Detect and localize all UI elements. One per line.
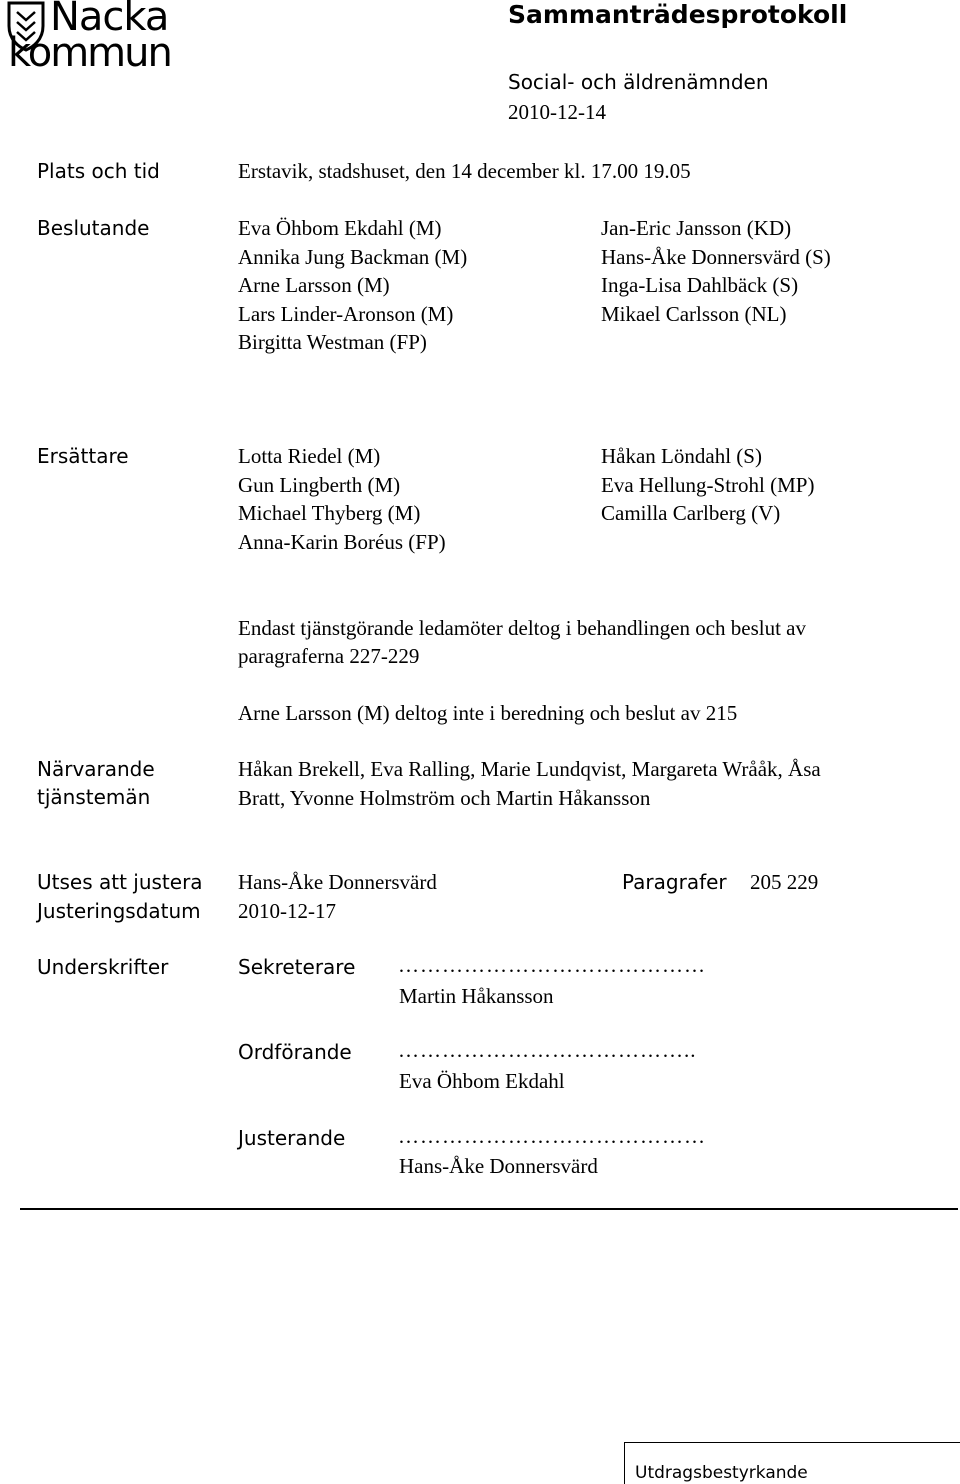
substitutes-label: Ersättare xyxy=(37,444,129,468)
signature-line: …………………………………… xyxy=(398,1124,706,1148)
paragraphs-value: 205 229 xyxy=(750,870,819,894)
adjust-date-label: Justeringsdatum xyxy=(37,899,201,923)
note-line: Endast tjänstgörande ledamöter deltog i behandlingen och beslut av xyxy=(238,616,807,640)
signature-name: Hans-Åke Donnersvärd xyxy=(399,1154,598,1178)
substitute-name: Michael Thyberg (M) xyxy=(238,501,421,525)
substitute-name: Eva Hellung-Strohl (MP) xyxy=(601,472,815,497)
officials-line: Håkan Brekell, Eva Ralling, Marie Lundqvist, Margareta Wrååk, Åsa xyxy=(238,757,821,781)
note-line: paragraferna 227-229 xyxy=(238,644,420,668)
logo-text-top: Nacka xyxy=(50,0,169,40)
signature-line: …………………………………… xyxy=(398,953,706,977)
signature-role: Sekreterare xyxy=(238,955,356,979)
signatures-label: Underskrifter xyxy=(37,955,169,979)
adjust-value: Hans-Åke Donnersvärd xyxy=(238,870,437,894)
signature-line: ………………………………….. xyxy=(398,1038,697,1062)
member-name: Arne Larsson (M) xyxy=(238,273,390,297)
officials-label-line: tjänstemän xyxy=(37,785,151,809)
substitute-name: Håkan Löndahl (S) xyxy=(601,444,762,468)
decision-makers-right xyxy=(601,214,831,328)
committee-name: Social- och äldrenämnden xyxy=(508,70,769,94)
footer-box xyxy=(624,1442,960,1484)
signature-name: Eva Öhbom Ekdahl xyxy=(399,1069,565,1093)
paragraphs-label: Paragrafer xyxy=(622,870,727,894)
substitutes-right xyxy=(601,442,814,528)
signature-name: Martin Håkansson xyxy=(399,984,554,1008)
officials-label-line: Närvarande xyxy=(37,757,155,781)
logo xyxy=(6,0,171,76)
member-name: Hans-Åke Donnersvärd (S) xyxy=(601,244,831,269)
signature-role: Ordförande xyxy=(238,1040,352,1064)
member-name: Mikael Carlsson (NL) xyxy=(601,301,787,326)
substitutes-left xyxy=(238,442,446,556)
member-name: Jan-Eric Jansson (KD) xyxy=(601,216,792,240)
logo-text-bottom: kommun xyxy=(8,30,171,76)
meeting-date: 2010-12-14 xyxy=(508,100,606,124)
divider xyxy=(20,1208,958,1210)
substitute-name: Gun Lingberth (M) xyxy=(238,472,401,497)
footer-label: Utdragsbestyrkande xyxy=(635,1463,808,1483)
signature-role: Justerande xyxy=(238,1126,346,1150)
member-name: Birgitta Westman (FP) xyxy=(238,330,427,354)
officials-line: Bratt, Yvonne Holmström och Martin Håkansson xyxy=(238,786,651,810)
place-time-label: Plats och tid xyxy=(37,159,160,183)
member-name: Lars Linder-Aronson (M) xyxy=(238,301,454,326)
place-time-value: Erstavik, stadshuset, den 14 december kl. 17.00 19.05 xyxy=(238,159,691,183)
member-name: Inga-Lisa Dahlbäck (S) xyxy=(601,273,799,297)
decision-makers-left xyxy=(238,214,467,357)
substitute-name: Camilla Carlberg (V) xyxy=(601,501,781,525)
substitute-name: Lotta Riedel (M) xyxy=(238,444,381,468)
document-title: Sammanträdesprotokoll xyxy=(508,0,848,29)
note-line: Arne Larsson (M) deltog inte i beredning och beslut av 215 xyxy=(238,701,738,725)
member-name: Annika Jung Backman (M) xyxy=(238,244,468,269)
adjust-label: Utses att justera xyxy=(37,870,203,894)
officials-label xyxy=(37,755,155,811)
adjust-date-value: 2010-12-17 xyxy=(238,899,336,923)
member-name: Eva Öhbom Ekdahl (M) xyxy=(238,216,442,240)
substitute-name: Anna-Karin Boréus (FP) xyxy=(238,529,446,554)
decision-makers-label: Beslutande xyxy=(37,216,150,240)
